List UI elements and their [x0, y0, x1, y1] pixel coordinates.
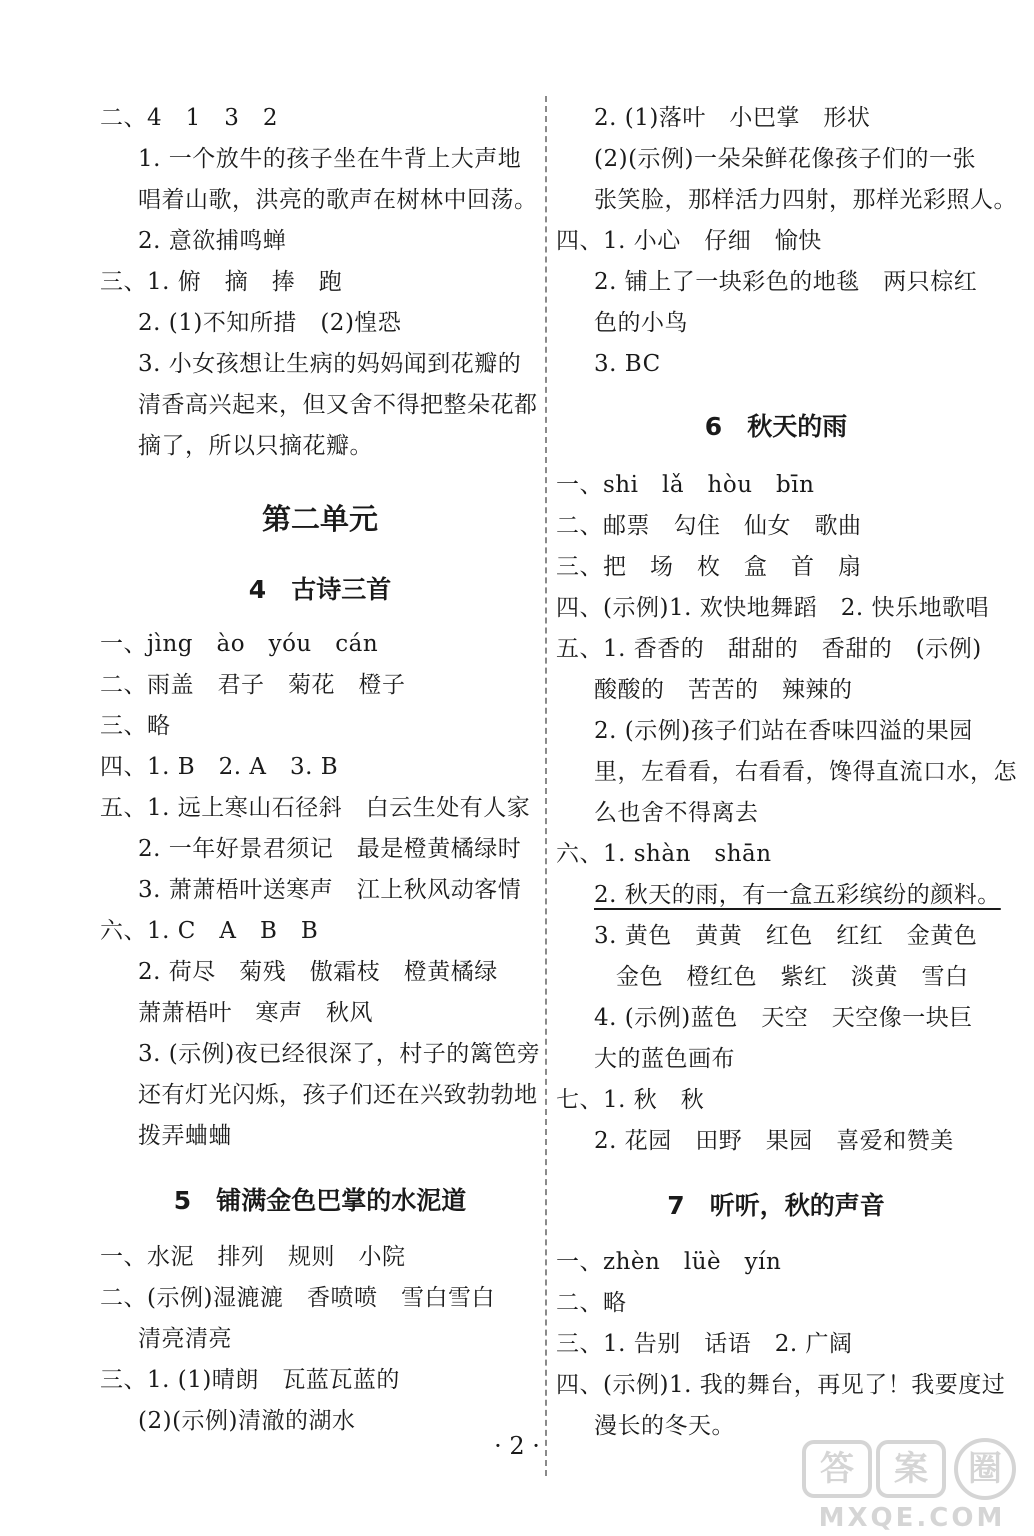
answer-line: 2. 铺上了一块彩色的地毯 两只棕红 — [594, 269, 978, 295]
answer-line: 四、(示例)1. 我的舞台，再见了！我要度过 — [556, 1372, 1006, 1398]
answer-line: 五、1. 香香的 甜甜的 香甜的 (示例) — [556, 636, 982, 662]
answer-line: 4. (示例)蓝色 天空 天空像一块巨 — [594, 1005, 973, 1031]
answer-line: 一、jìng ào yóu cán — [100, 631, 379, 657]
answer-line: 摘了，所以只摘花瓣。 — [138, 433, 373, 459]
answer-line: 一、zhèn lüè yín — [556, 1249, 782, 1275]
answer-line: 3. 萧萧梧叶送寒声 江上秋风动客情 — [138, 877, 522, 903]
answer-line: 么也舍不得离去 — [594, 800, 759, 826]
unit-heading: 第二单元 — [261, 502, 378, 536]
answer-line: 2. 意欲捕鸣蝉 — [138, 228, 287, 254]
answer-line: 四、1. B 2. A 3. B — [100, 754, 339, 780]
answer-line: 七、1. 秋 秋 — [556, 1087, 705, 1113]
answer-line: 2. 花园 田野 果园 喜爱和赞美 — [594, 1128, 954, 1154]
underlined-sentence: 2. 秋天的雨，有一盒五彩缤纷的颜料。 — [594, 882, 1001, 908]
answer-line: 一、水泥 排列 规则 小院 — [100, 1244, 406, 1270]
answer-line: 唱着山歌，洪亮的歌声在树林中回荡。 — [138, 187, 538, 213]
answer-line: 3. 黄色 黄黄 红色 红红 金黄色 — [594, 923, 978, 949]
lesson-6-title: 6 秋天的雨 — [704, 412, 848, 441]
answer-line: 2. 一年好景君须记 最是橙黄橘绿时 — [138, 836, 522, 862]
column-divider — [545, 96, 547, 1476]
answer-line: 二、邮票 勾住 仙女 歌曲 — [556, 513, 862, 539]
answer-line: (2)(示例)一朵朵鲜花像孩子们的一张 — [594, 146, 977, 172]
answer-line: 五、1. 远上寒山石径斜 白云生处有人家 — [100, 795, 531, 821]
answer-line: 三、1. 告别 话语 2. 广阔 — [556, 1331, 853, 1357]
answer-line: 2. 荷尽 菊残 傲霜枝 橙黄橘绿 — [138, 959, 498, 985]
answer-line: 三、1. 俯 摘 捧 跑 — [100, 269, 343, 295]
lesson-7-title: 7 听听，秋的声音 — [667, 1191, 885, 1220]
right-column — [556, 98, 1017, 1447]
answer-line: 漫长的冬天。 — [594, 1413, 735, 1439]
answer-line: 还有灯光闪烁，孩子们还在兴致勃勃地 — [138, 1082, 538, 1108]
answer-line: 2. (示例)孩子们站在香味四溢的果园 — [594, 718, 973, 744]
lesson-5-title: 5 铺满金色巴掌的水泥道 — [173, 1186, 467, 1215]
page-number: · 2 · — [494, 1432, 540, 1460]
left-column — [100, 98, 540, 1442]
answer-line: 大的蓝色画布 — [594, 1046, 735, 1072]
answer-line: 3. BC — [594, 351, 661, 377]
answer-line: 里，左看看，右看看，馋得直流口水，怎 — [594, 759, 1017, 785]
answer-line: 一、shi lǎ hòu bīn — [556, 472, 815, 498]
watermark-char: 圈 — [968, 1449, 1002, 1489]
answer-line: 3. 小女孩想让生病的妈妈闻到花瓣的 — [138, 351, 522, 377]
answer-line: (2)(示例)清澈的湖水 — [138, 1408, 356, 1434]
answer-line: 拨弄蛐蛐 — [138, 1123, 232, 1149]
answer-line: 2. (1)落叶 小巴掌 形状 — [594, 105, 871, 131]
answer-line: 酸酸的 苦苦的 辣辣的 — [594, 677, 853, 703]
answer-line: 六、1. C A B B — [100, 918, 319, 944]
answer-line: 二、4 1 3 2 — [100, 105, 279, 131]
watermark-char: 答 — [820, 1449, 854, 1489]
answer-line-underlined — [556, 875, 1001, 916]
answer-line: 1. 一个放牛的孩子坐在牛背上大声地 — [138, 146, 522, 172]
answer-line: 二、雨盖 君子 菊花 橙子 — [100, 672, 406, 698]
answer-line: 色的小鸟 — [594, 310, 688, 336]
answer-line: 六、1. shàn shān — [556, 841, 772, 867]
answer-line: 三、1. (1)晴朗 瓦蓝瓦蓝的 — [100, 1367, 400, 1393]
answer-line: 三、把 场 枚 盒 首 扇 — [556, 554, 862, 580]
watermark-logo — [800, 1438, 1025, 1530]
watermark-char: 案 — [894, 1449, 928, 1489]
answer-line: 萧萧梧叶 寒声 秋风 — [138, 1000, 373, 1026]
answer-line: 2. (1)不知所措 (2)惶恐 — [138, 310, 402, 336]
lesson-4-title: 4 古诗三首 — [248, 575, 392, 604]
answer-line: 3. (示例)夜已经很深了，村子的篱笆旁 — [138, 1041, 541, 1067]
answer-line: 二、略 — [556, 1290, 627, 1316]
answer-line: 三、略 — [100, 713, 171, 739]
answer-line: 清亮清亮 — [138, 1326, 232, 1352]
answer-line: 金色 橙红色 紫红 淡黄 雪白 — [616, 964, 969, 990]
watermark-site: MXQE.COM — [818, 1503, 1006, 1530]
answer-line: 二、(示例)湿漉漉 香喷喷 雪白雪白 — [100, 1285, 495, 1311]
answer-line: 四、1. 小心 仔细 愉快 — [556, 228, 822, 254]
answer-line: 张笑脸，那样活力四射，那样光彩照人。 — [594, 187, 1017, 213]
answer-line: 四、(示例)1. 欢快地舞蹈 2. 快乐地歌唱 — [556, 595, 989, 621]
answer-line: 清香高兴起来，但又舍不得把整朵花都 — [138, 392, 538, 418]
